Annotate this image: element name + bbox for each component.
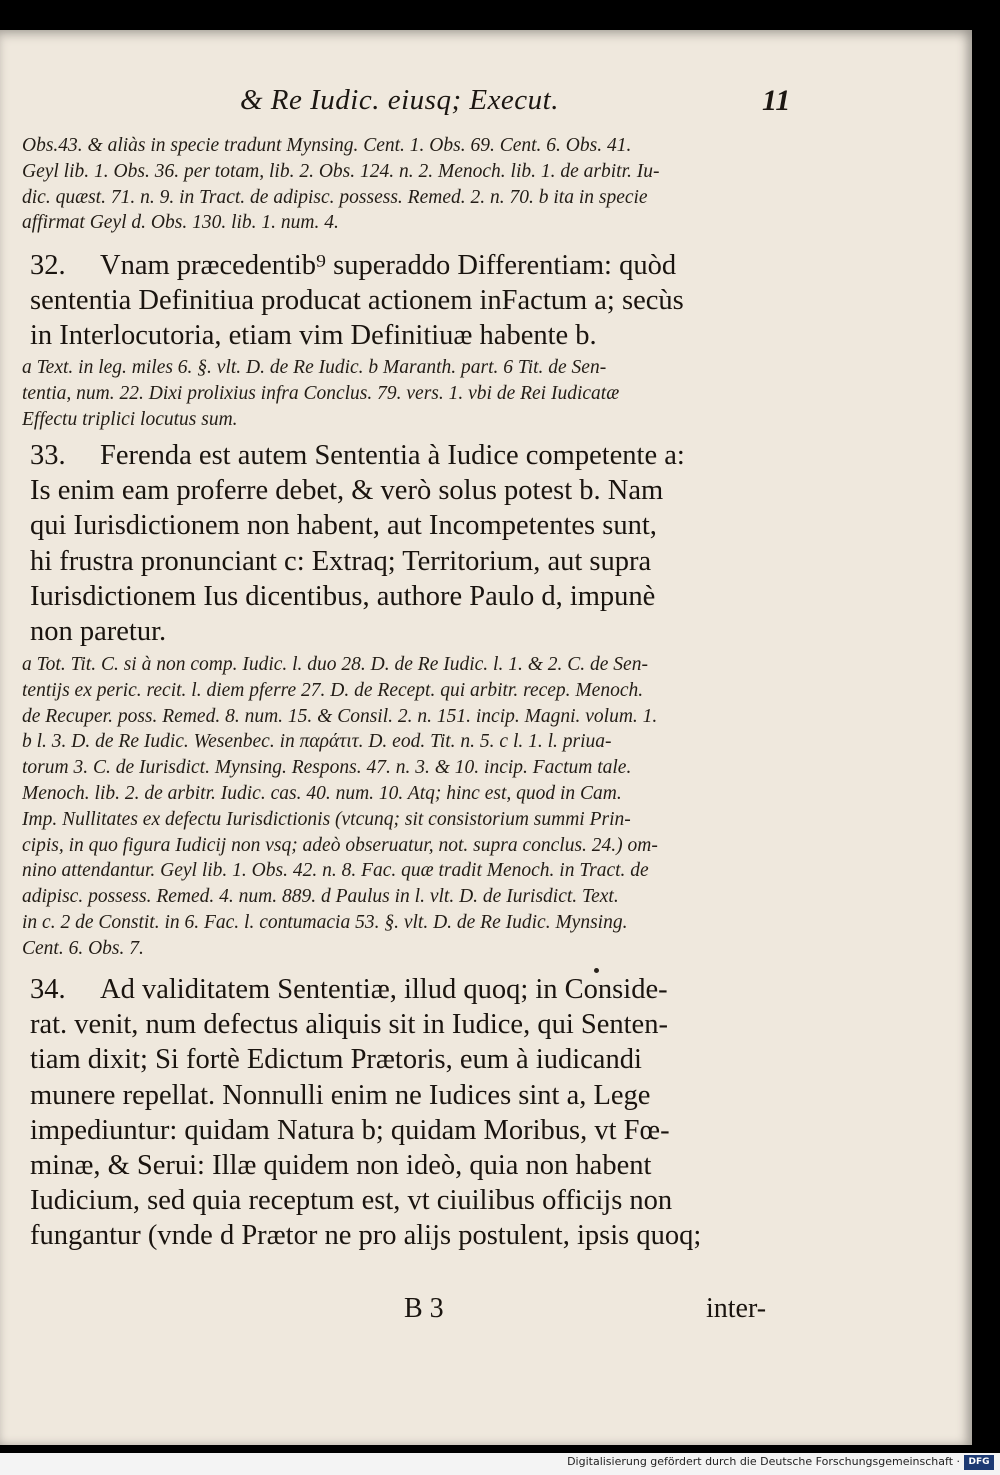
- footnote-line: in c. 2 de Constit. in 6. Fac. l. contumacia 53. §. vlt. D. de Re Iudic. Mynsing.: [22, 911, 628, 933]
- footnote-line: nino attendantur. Geyl lib. 1. Obs. 42. n. 8. Fac. quæ tradit Menoch. in Tract. de: [22, 860, 649, 882]
- paragraph-line: [30, 438, 790, 473]
- footnote-line: tentijs ex peric. recit. l. diem pferre 27. D. de Recept. qui arbitr. recep. Menoch.: [22, 679, 644, 701]
- paragraph-text: Ad validitatem Sententiæ, illud quoq; in Conside-: [100, 974, 668, 1005]
- paragraph-number: 34.: [30, 974, 66, 1005]
- footnote-block-2: [22, 355, 792, 432]
- paragraph-line: munere repellat. Nonnulli enim ne Iudices sint a, Lege: [30, 1079, 651, 1111]
- paragraph-line: impediuntur: quidam Natura b; quidam Moribus, vt Fœ-: [30, 1114, 670, 1146]
- footnote-line: Obs.43. & aliàs in specie tradunt Mynsing. Cent. 1. Obs. 69. Cent. 6. Obs. 41.: [22, 135, 632, 156]
- paragraph-line: [30, 972, 790, 1007]
- paragraph-line: non paretur.: [30, 616, 167, 648]
- digitization-footer: [0, 1453, 1000, 1475]
- footnote-line: Geyl lib. 1. Obs. 36. per totam, lib. 2. Obs. 124. n. 2. Menoch. lib. 1. de arbitr. Iu-: [22, 160, 660, 182]
- paragraph-33: [30, 438, 790, 649]
- paragraph-32: [30, 248, 790, 354]
- footnote-line: a Tot. Tit. C. si à non comp. Iudic. l. duo 28. D. de Re Iudic. l. 1. & 2. C. de Sen-: [22, 654, 648, 675]
- page-number: 11: [762, 84, 791, 117]
- footnote-line: affirmat Geyl d. Obs. 130. lib. 1. num. 4.: [22, 212, 339, 234]
- footnote-line: dic. quæst. 71. n. 9. in Tract. de adipisc. possess. Remed. 2. n. 70. b ita in specie: [22, 186, 648, 208]
- footnote-line: a Text. in leg. miles 6. §. vlt. D. de Re Iudic. b Maranth. part. 6 Tit. de Sen-: [22, 357, 607, 378]
- paragraph-line: in Interlocutoria, etiam vim Definitiuæ habente b.: [30, 320, 597, 352]
- footnote-line: cipis, in quo figura Iudicij non vsq; adeò obseruatur, not. supra conclus. 24.) om-: [22, 834, 658, 856]
- signature-mark: B 3: [404, 1293, 444, 1324]
- paragraph-number: 33.: [30, 440, 66, 471]
- paragraph-line: rat. venit, num defectus aliquis sit in Iudice, qui Senten-: [30, 1009, 668, 1041]
- footnote-line: Menoch. lib. 2. de arbitr. Iudic. cas. 40. num. 10. Atq; hinc est, quod in Cam.: [22, 782, 622, 804]
- footnote-line: de Recuper. poss. Remed. 8. num. 15. & Consil. 2. n. 151. incip. Magni. volum. 1.: [22, 705, 658, 727]
- running-head: & Re Iudic. eiusq; Execut.: [240, 84, 559, 116]
- paragraph-line: hi frustra pronunciant c: Extraq; Territorium, aut supra: [30, 545, 652, 577]
- footnote-line: Imp. Nullitates ex defectu Iurisdictionis (vtcunq; sit consistorium summi Prin-: [22, 808, 631, 830]
- footnote-line: Effectu triplici locutus sum.: [22, 408, 238, 430]
- footnote-line: torum 3. C. de Iurisdict. Mynsing. Respons. 47. n. 3. & 10. incip. Factum tale.: [22, 757, 632, 779]
- paragraph-line: Iurisdictionem Ius dicentibus, authore Paulo d, impunè: [30, 580, 656, 612]
- catchword: inter-: [706, 1293, 767, 1324]
- paragraph-line: Iudicium, sed quia receptum est, vt ciuilibus officijs non: [30, 1185, 673, 1217]
- footnote-line: b l. 3. D. de Re Iudic. Wesenbec. in παράτιτ. D. eod. Tit. n. 5. c l. 1. l. priua-: [22, 731, 612, 753]
- dfg-logo-icon: DFG: [964, 1455, 994, 1470]
- paragraph-34: [30, 972, 790, 1254]
- paragraph-line: [30, 248, 790, 283]
- paragraph-number: 32.: [30, 250, 66, 281]
- footnote-line: Cent. 6. Obs. 7.: [22, 937, 144, 959]
- footnote-block-1: [22, 133, 792, 236]
- paragraph-line: qui Iurisdictionem non habent, aut Incompetentes sunt,: [30, 510, 657, 542]
- paragraph-line: Is enim eam proferre debet, & verò solus potest b. Nam: [30, 475, 664, 507]
- page-header: [0, 82, 972, 122]
- footnote-line: adipisc. possess. Remed. 4. num. 889. d Paulus in l. vlt. D. de Iurisdict. Text.: [22, 886, 619, 908]
- paragraph-line: tiam dixit; Si fortè Edictum Prætoris, eum à iudicandi: [30, 1044, 642, 1076]
- paragraph-line: minæ, & Serui: Illæ quidem non ideò, quia non habent: [30, 1150, 652, 1182]
- book-page: [0, 30, 972, 1445]
- footnote-line: tentia, num. 22. Dixi prolixius infra Conclus. 79. vers. 1. vbi de Rei Iudicatæ: [22, 382, 620, 404]
- paragraph-line: fungantur (vnde d Prætor ne pro alijs postulent, ipsis quoq;: [30, 1220, 702, 1252]
- footnote-block-3: [22, 652, 792, 962]
- paragraph-line: sententia Definitiua producat actionem inFactum a; secùs: [30, 285, 684, 317]
- paragraph-text: Vnam præcedentib⁹ superaddo Differentiam: quòd: [100, 250, 677, 281]
- footer-credit: Digitalisierung gefördert durch die Deutsche Forschungsgemeinschaft ·: [567, 1455, 960, 1468]
- paragraph-text: Ferenda est autem Sententia à Iudice competente a:: [100, 440, 685, 471]
